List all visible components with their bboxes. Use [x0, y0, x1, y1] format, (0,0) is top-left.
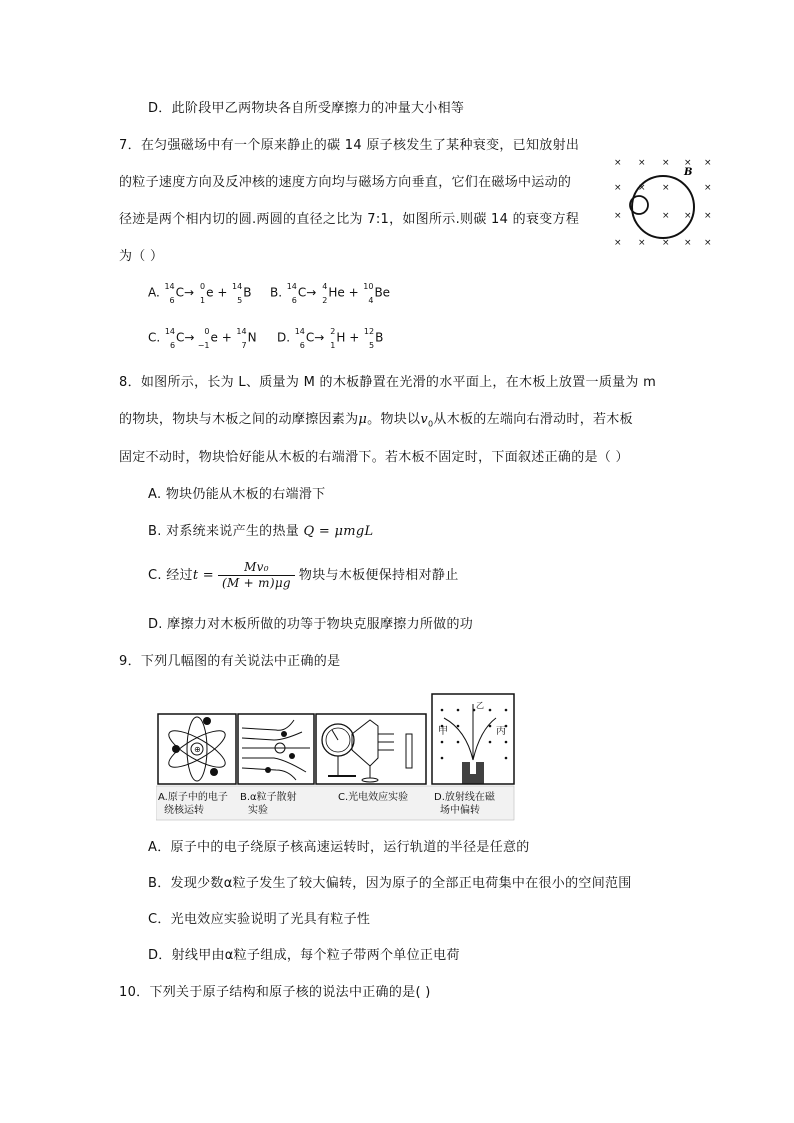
mu-symbol: μ [358, 412, 368, 427]
panel-d-caption1: D.放射线在磁 [434, 792, 495, 803]
field-label: B [684, 167, 693, 178]
q7-magnetic-field-figure [608, 152, 712, 248]
q9-stem: 9．下列几幅图的有关说法中正确的是 [119, 654, 341, 669]
ray-label-jia: 甲 [438, 726, 448, 737]
q9-option-c: C．光电效应实验说明了光具有粒子性 [148, 912, 371, 927]
svg-text:⊕: ⊕ [194, 745, 201, 754]
q8-stem-line3: 固定不动时，物块恰好能从木板的右端滑下。若木板不固定时，下面叙述正确的是（ ） [119, 450, 629, 465]
q8-option-c: C. 经过t = $\frac{\text{Mv₀}}{(M + m)\mu g}$ 物块与木板便保持相对静止 [148, 560, 459, 590]
svg-text:×: × [684, 238, 692, 248]
ray-label-bing: 丙 [496, 726, 506, 737]
panel-c-caption1: C.光电效应实验 [338, 792, 409, 803]
panel-a-caption2: 绕核运转 [164, 805, 204, 816]
q7-stem-line4: 为（ ） [119, 249, 164, 264]
svg-text:×: × [704, 211, 712, 221]
svg-text:×: × [704, 183, 712, 193]
q8-stem-line2: 的物块，物块与木板之间的动摩擦因素为μ。物块以$v_0$从木板的左端向右滑动时，若木板 [119, 412, 633, 429]
q7-stem-line2: 的粒子速度方向及反冲核的速度方向均与磁场方向垂直，它们在磁场中运动的 [119, 175, 572, 190]
heat-equation: Q = μmgL [303, 524, 374, 539]
q8-stem-line1: 8．如图所示，长为 L、质量为 M 的木板静置在光滑的水平面上，在木板上放置一质量为 m [119, 375, 657, 390]
svg-text:×: × [704, 158, 712, 168]
svg-text:×: × [662, 211, 670, 221]
svg-text:×: × [662, 183, 670, 193]
svg-text:×: × [684, 158, 692, 168]
q7-stem-line1: 7．在匀强磁场中有一个原来静止的碳 14 原子核发生了某种衰变，已知放射出 [119, 138, 580, 153]
svg-text:×: × [662, 238, 670, 248]
svg-text:×: × [662, 158, 670, 168]
svg-text:×: × [614, 238, 622, 248]
svg-text:×: × [614, 211, 622, 221]
svg-text:×: × [638, 158, 646, 168]
svg-text:×: × [614, 183, 622, 193]
q9-option-d: D．射线甲由α粒子组成，每个粒子带两个单位正电荷 [148, 948, 460, 963]
q7-option-d: D. 14 6 C→ 2 1 H + 12 5 B [277, 327, 384, 350]
panel-a-caption1: A.原子中的电子 [158, 792, 228, 803]
time-fraction: $\frac{\text{Mv₀}}{(M + m)\mu g}$ [218, 560, 295, 591]
svg-text:×: × [614, 158, 622, 168]
q8-option-b: B. 对系统来说产生的热量 Q = μmgL [148, 524, 374, 539]
panel-b-caption1: B.α粒子散射 [240, 792, 297, 803]
svg-text:×: × [704, 238, 712, 248]
panel-b-caption2: 实验 [248, 805, 268, 816]
q10-stem: 10．下列关于原子结构和原子核的说法中正确的是( ) [119, 985, 431, 1000]
svg-text:×: × [638, 238, 646, 248]
q7-option-a: A. 14 6 C→ 0 1 e + 14 5 B [148, 282, 252, 305]
q6-option-d: D．此阶段甲乙两物块各自所受摩擦力的冲量大小相等 [148, 101, 465, 116]
electron-dot [172, 745, 180, 753]
svg-text:×: × [638, 183, 646, 193]
q8-option-a: A. 物块仍能从木板的右端滑下 [148, 487, 326, 502]
q8-option-d: D. 摩擦力对木板所做的功等于物块克服摩擦力所做的功 [148, 617, 474, 632]
q7-option-b: B. 14 6 C→ 4 2 He + 10 4 Be [270, 282, 391, 305]
q9-option-b: B．发现少数α粒子发生了较大偏转，因为原子的全部正电荷集中在很小的空间范围 [148, 876, 632, 891]
panel-d-caption2: 场中偏转 [440, 805, 480, 816]
svg-text:×: × [684, 211, 692, 221]
q7-option-c: C. 14 6 C→ 0 −1 e + 14 7 N [148, 327, 257, 350]
q9-option-a: A．原子中的电子绕原子核高速运转时，运行轨道的半径是任意的 [148, 840, 530, 855]
q7-stem-line3: 径迹是两个相内切的圆.两圆的直径之比为 7:1，如图所示.则碳 14 的衰变方程 [119, 212, 580, 227]
ray-label-yi: 乙 [476, 701, 484, 710]
